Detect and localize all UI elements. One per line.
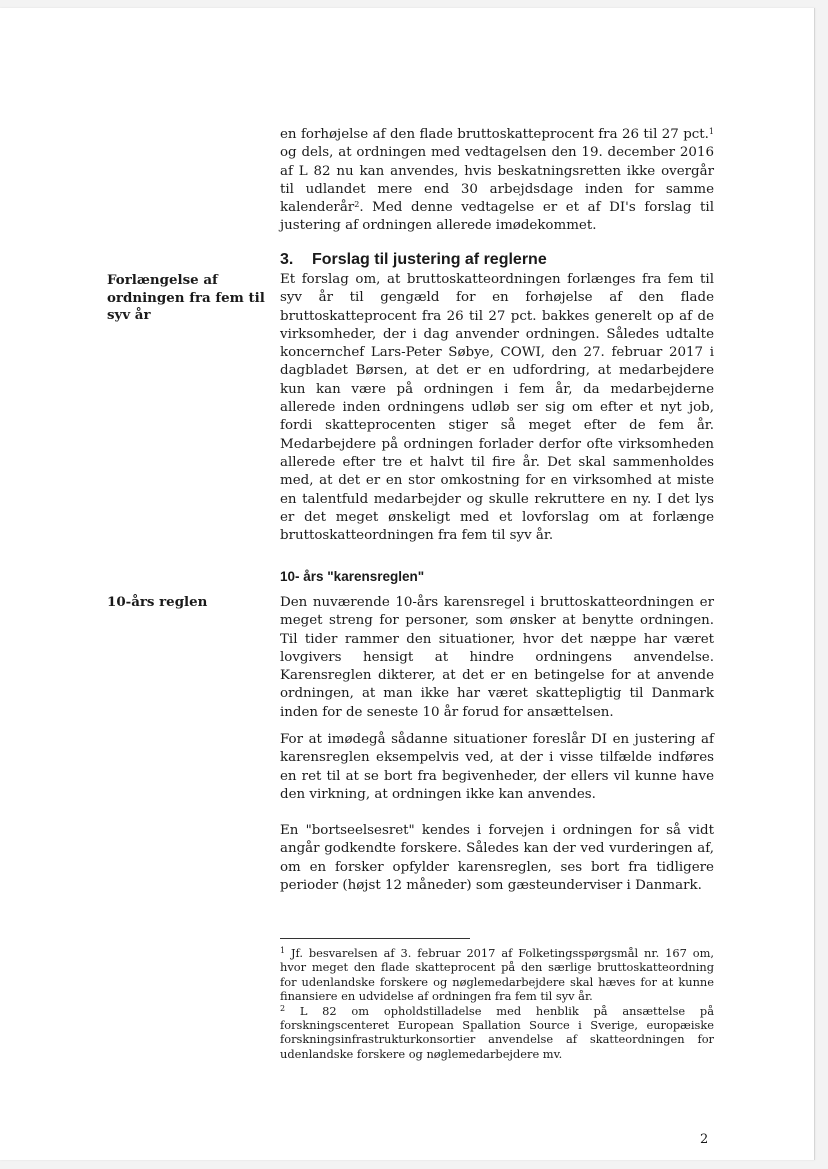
- footnote-ref-1[interactable]: 1: [708, 127, 714, 136]
- intro-text-3: . Med denne vedtagelse er et af DI's forslag til justering af ordningen allerede imødekommet.: [280, 200, 714, 234]
- karens-heading: 10- års "karensreglen": [280, 569, 425, 584]
- footnote-1: [280, 946, 714, 1004]
- section-heading: [280, 251, 714, 269]
- footnote-mark: 1: [280, 946, 286, 955]
- intro-text: en forhøjelse af den flade bruttoskatteprocent fra 26 til 27 pct.: [280, 127, 709, 142]
- footnote-mark: 2: [280, 1003, 286, 1013]
- footnotes: [280, 946, 714, 1061]
- document-page: [0, 8, 815, 1160]
- section-number: 3.: [280, 251, 294, 268]
- footnote-divider: [280, 938, 470, 939]
- margin-note-karens: 10-års reglen: [107, 594, 208, 610]
- footnote-2: [280, 1004, 714, 1062]
- karens-paragraph-1: Den nuværende 10-års karensregel i bruttoskatteordningen er meget streng for personer, som ønsker at benytte ordningen. Til tider rammer den situationer, hvor det næppe har været lovgivers hensigt at hindre ordningens anvendelse. Karensreglen dikterer, at det er en betingelse for at anvende ordningen, at man ikke har været skattepligtig til Danmark inden for de seneste 10 år forud for ansættelsen.: [280, 595, 714, 720]
- footnote-ref-2[interactable]: 2: [354, 200, 360, 210]
- karens-paragraph-3: En "bortseelsesret" kendes i forvejen i ordningen for så vidt angår godkendte forskere. Således kan der ved vurderingen af, om en forsker opfylder karensreglen, ses bort fra tidligere perioder (højst 12 måneder) som gæsteunderviser i Danmark.: [280, 823, 714, 893]
- footnote-text: Jf. besvarelsen af 3. februar 2017 af Folketingsspørgsmål nr. 167 om, hvor meget den flade skatteprocent på den særlige bruttoskatteordning for udenlandske forskere og nøglemedarbejdere skal hæves for at kunne finansiere en udvidelse af ordningen fra fem til syv år.: [280, 946, 714, 1004]
- section-title: Forslag til justering af reglerne: [312, 251, 547, 268]
- footnote-text: L 82 om opholdstilladelse med henblik på ansættelse på forskningscenteret European Spallation Source i Sverige, europæiske forskningsinfrastrukturkonsortier anvendelse af skatteordningen for udenlandske forskere og nøglemedarbejdere mv.: [280, 1003, 714, 1061]
- karens-paragraph-2: For at imødegå sådanne situationer foreslår DI en justering af karensreglen eksempelvis ved, at der i visse tilfælde indføres en ret til at se bort fra begivenheder, der ellers vil kunne have den virkning, at ordningen ikke kan anvendes.: [280, 732, 714, 802]
- intro-paragraph: [280, 126, 714, 236]
- margin-note-extension: Forlængelse af ordningen fra fem til syv år: [107, 272, 265, 323]
- intro-text-2: og dels, at ordningen med vedtagelsen den 19. december 2016 af L 82 nu kan anvendes, hvis beskatningsretten ikke overgår til udlandet mere end 30 arbejdsdage inden for samme kalenderår: [280, 145, 714, 216]
- extension-paragraph: Et forslag om, at bruttoskatteordningen forlænges fra fem til syv år til gengæld for en forhøjelse af den flade bruttoskatteprocent fra 26 til 27 pct. bakkes generelt op af de virksomheder, der i dag anvender ordningen. Således udtalte koncernchef Lars-Peter Søbye, COWI, den 27. februar 2017 i dagbladet Børsen, at det er en udfordring, at medarbejdere kun kan være på ordningen i fem år, da medarbejderne allerede inden ordningens udløb ser sig om efter et nyt job, fordi skatteprocenten stiger så meget efter de fem år. Medarbejdere på ordningen forlader derfor ofte virksomheden allerede efter tre et halvt til fire år. Det skal sammenholdes med, at det er en stor omkostning for en virksomhed at miste en talentfuld medarbejder og skulle rekruttere en ny. I det lys er det meget ønskeligt med et lovforslag om at forlænge bruttoskatteordningen fra fem til syv år.: [280, 272, 714, 544]
- page-number: 2: [700, 1132, 709, 1147]
